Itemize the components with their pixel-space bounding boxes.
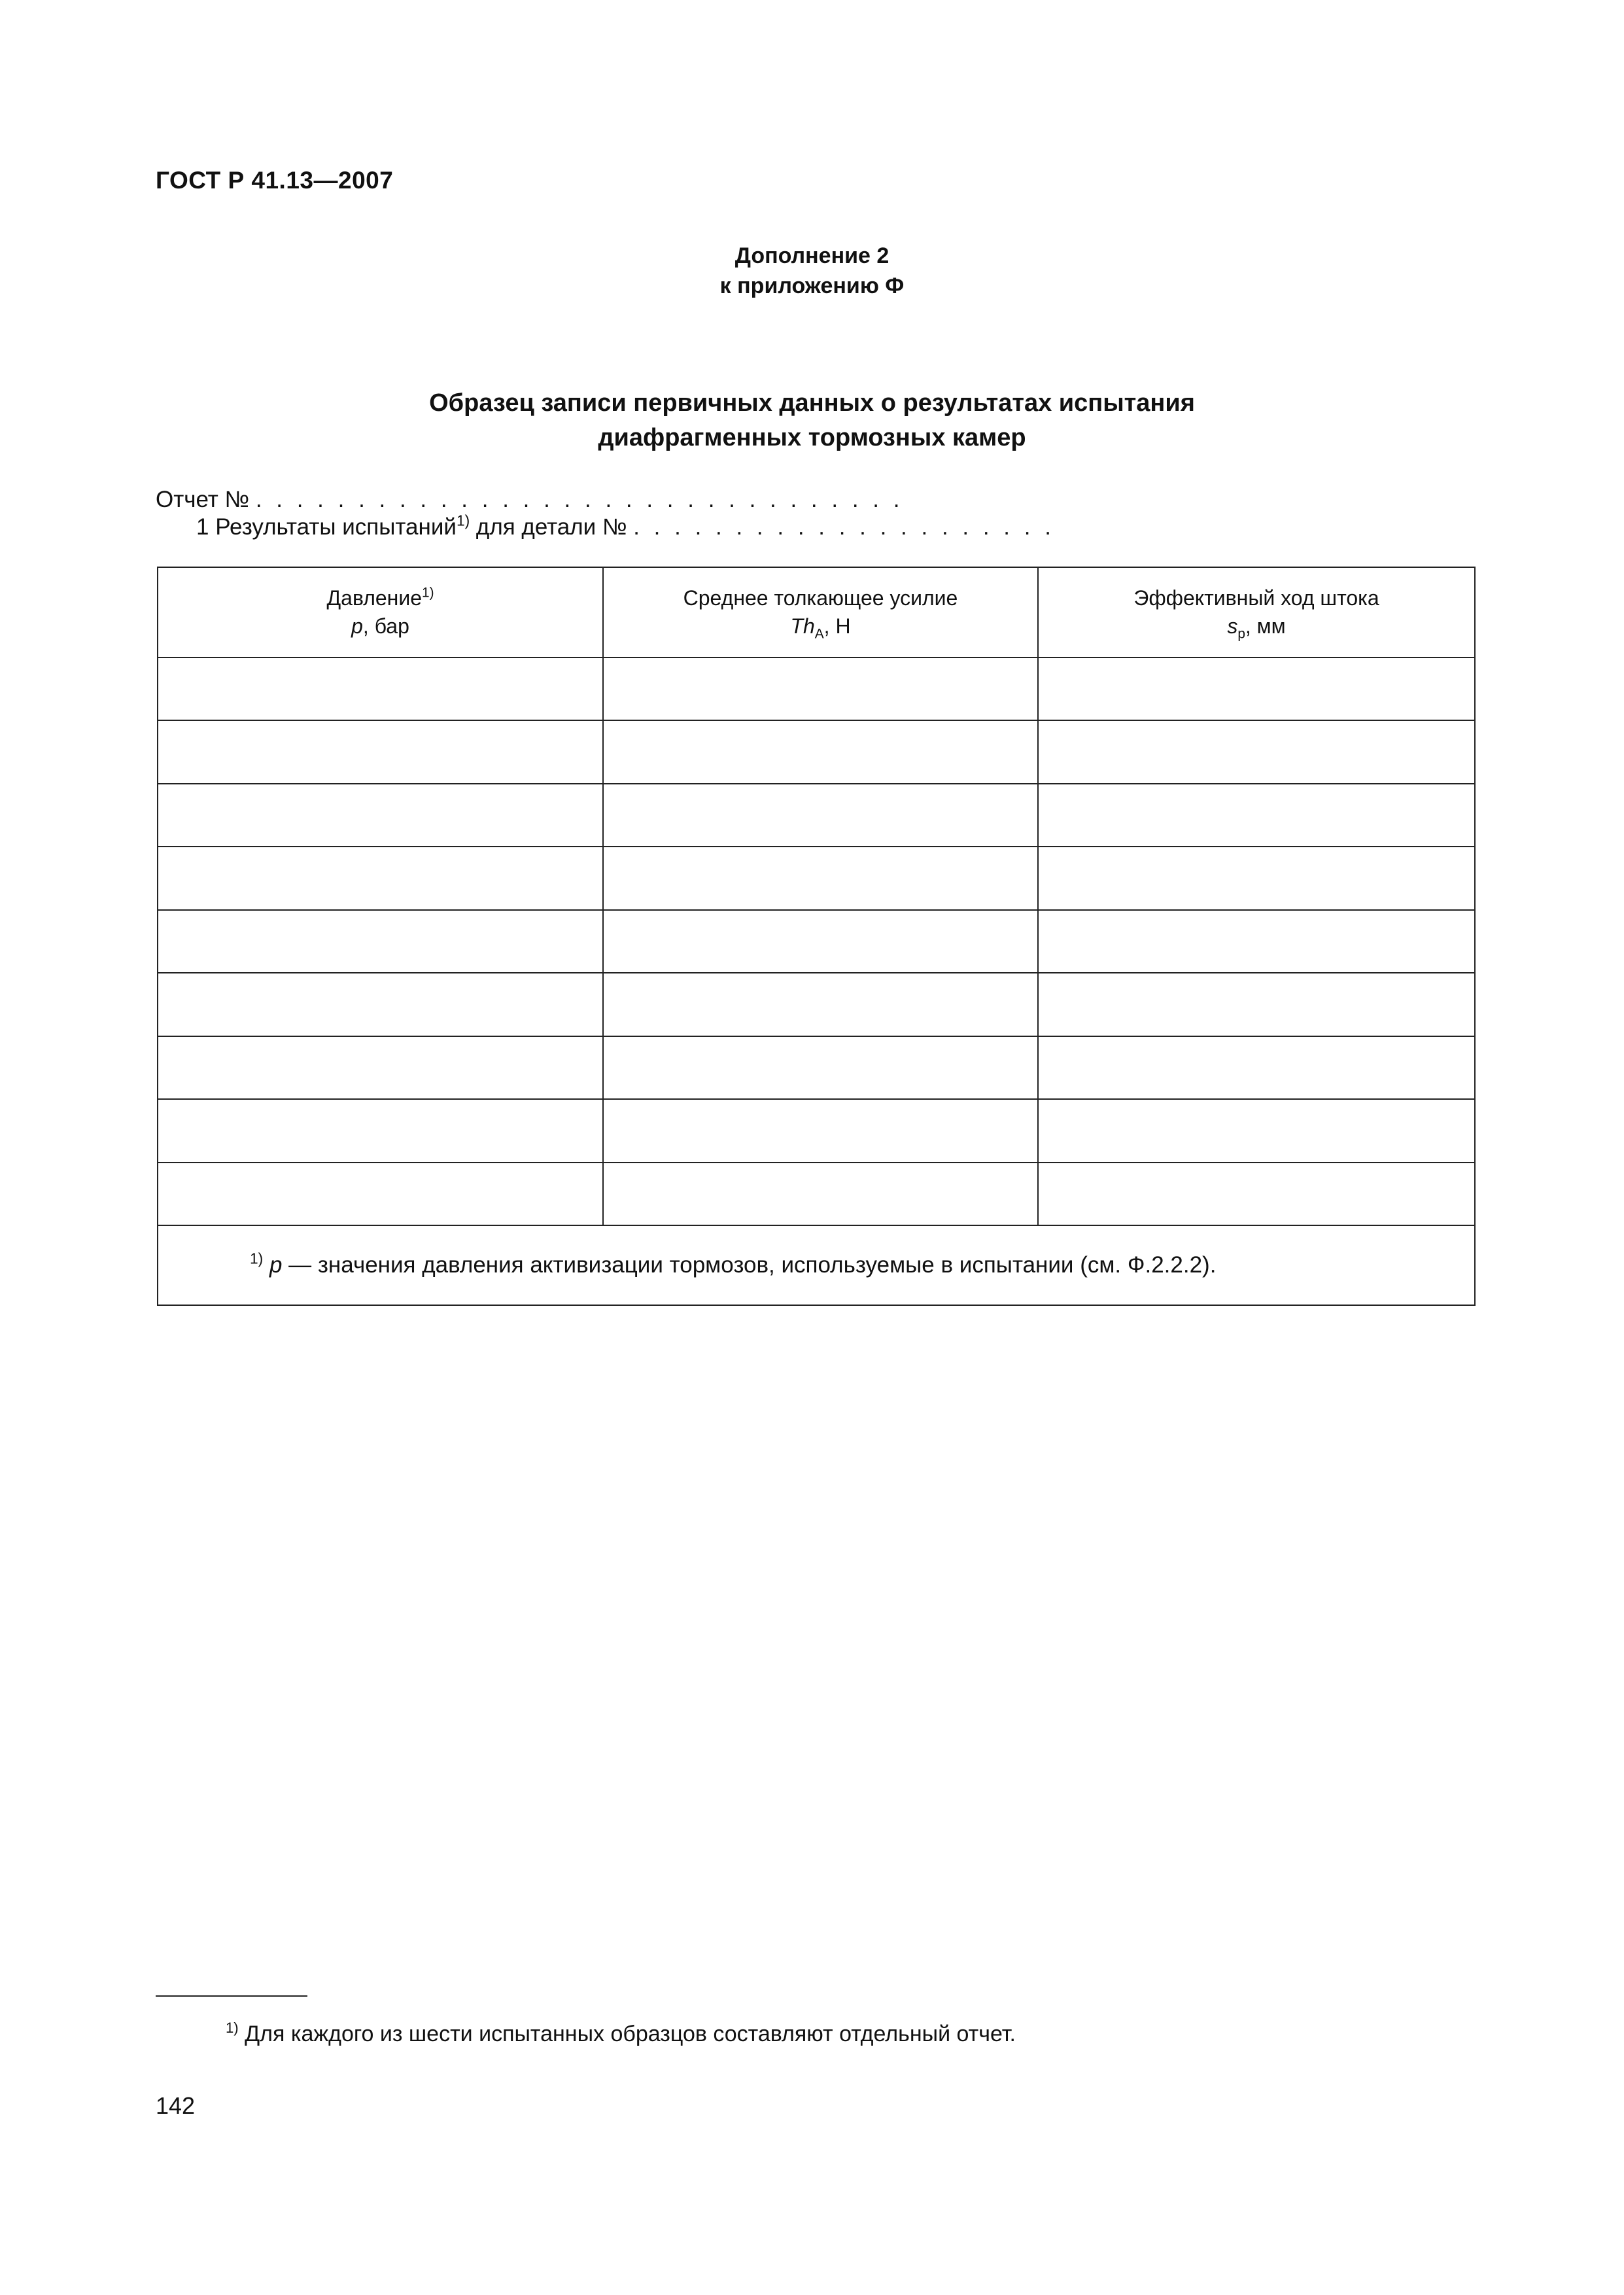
table-cell (1038, 847, 1475, 909)
report-label: Отчет № (156, 487, 250, 512)
results-line (196, 514, 1055, 540)
table-row (158, 784, 1475, 847)
table-cell (158, 784, 603, 847)
report-number-line (156, 487, 903, 513)
table-cell (158, 973, 603, 1036)
table-cell (603, 910, 1038, 973)
table-row (158, 847, 1475, 909)
table-cell (603, 784, 1038, 847)
table-cell (158, 1099, 603, 1162)
table-note: $^{1)}$ p — значения давления активизации тормозов, используемые в испытании (см. Ф.2.2.2). (158, 1225, 1475, 1305)
column-header-pressure: Давление$^{1)}$ p, бар (158, 567, 603, 657)
table-cell (158, 1036, 603, 1099)
table-cell (1038, 720, 1475, 783)
page-footnote: $^{1)}$ Для каждого из шести испытанных образцов составляют отдельный отчет. (226, 2019, 1016, 2046)
table-cell (603, 1163, 1038, 1225)
table-row (158, 1036, 1475, 1099)
table-cell (158, 847, 603, 909)
table-cell (603, 720, 1038, 783)
table-cell (1038, 973, 1475, 1036)
table-note-row (158, 1225, 1475, 1305)
table-cell (1038, 1099, 1475, 1162)
table-cell (1038, 910, 1475, 973)
table-cell (603, 973, 1038, 1036)
table-cell (158, 1163, 603, 1225)
table-cell (158, 720, 603, 783)
results-table (157, 567, 1476, 1306)
table-cell (1038, 657, 1475, 720)
results-prefix: 1 Результаты испытаний (196, 514, 457, 540)
results-suffix: для детали № (470, 514, 627, 540)
form-title-line-2: диафрагменных тормозных камер (598, 424, 1026, 451)
table-row (158, 1163, 1475, 1225)
report-number-dots: . . . . . . . . . . . . . . . . . . . . . . . . . . . . . . . . (255, 487, 904, 512)
table-header-row (158, 567, 1475, 657)
table-cell (1038, 1036, 1475, 1099)
page-number: 142 (156, 2092, 196, 2119)
supplement-subtitle: к приложению Ф (719, 273, 905, 298)
form-title-line-1: Образец записи первичных данных о результатах испытания (429, 389, 1195, 417)
table-cell (603, 657, 1038, 720)
table-cell (158, 910, 603, 973)
footnote-divider (156, 1995, 307, 1997)
document-code: ГОСТ Р 41.13—2007 (156, 167, 394, 194)
table-row (158, 910, 1475, 973)
table-cell (1038, 784, 1475, 847)
table-cell (603, 1036, 1038, 1099)
results-footnote-mark: 1) (456, 512, 470, 529)
column-header-force: Среднее толкающее усилие $Th_A$, Н (603, 567, 1038, 657)
table-cell (603, 1099, 1038, 1162)
table-row (158, 973, 1475, 1036)
table-cell (158, 657, 603, 720)
table-cell (603, 847, 1038, 909)
table-row (158, 1099, 1475, 1162)
column-header-stroke: Эффективный ход штока $s_p$, мм (1038, 567, 1475, 657)
detail-number-dots: . . . . . . . . . . . . . . . . . . . . . (633, 514, 1055, 540)
table-row (158, 720, 1475, 783)
table-row (158, 657, 1475, 720)
supplement-title: Дополнение 2 (734, 243, 890, 268)
table-cell (1038, 1163, 1475, 1225)
